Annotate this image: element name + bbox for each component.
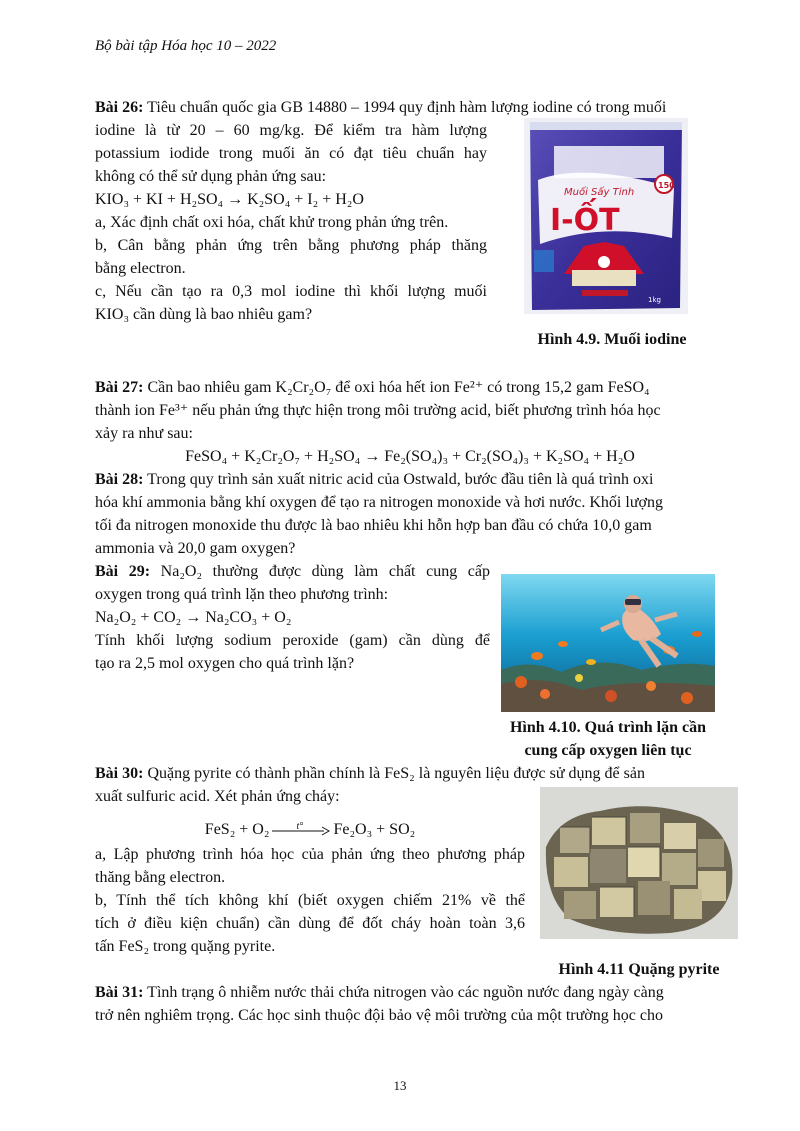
- bai30-question-b-3: tấn FeS₂ trong quặng pyrite.: [95, 938, 276, 955]
- bai28-line-4: ammonia và 20,0 gam oxygen?: [95, 540, 296, 557]
- bag-title: I-ỐT: [550, 203, 620, 238]
- iodine-salt-bag-image: [524, 118, 688, 314]
- figure-4-10-caption-line-1: Hình 4.10. Quá trình lặn cần: [509, 719, 707, 736]
- bai30-question-b-2: tích ở điều kiện chuẩn) cần dùng để đốt cháy hoàn toàn 3,6: [95, 915, 525, 932]
- diving-image: [501, 574, 715, 712]
- bai28-body: [95, 468, 725, 560]
- heat-arrow: [272, 823, 330, 837]
- bai30-label: Bài 30:: [95, 765, 144, 782]
- bai26-question-c-2: KIO₃ cần dùng là bao nhiêu gam?: [95, 306, 313, 323]
- bai26-equation: KIO₃ + KI + H₂SO₄ → K₂SO₄ + I₂ + H₂O: [95, 191, 364, 208]
- bai26-label: Bài 26:: [95, 99, 144, 116]
- bai30-line-1: Quặng pyrite có thành phần chính là FeS₂ là nguyên liệu được sử dụng để sản: [147, 765, 645, 782]
- bai26-question-a: a, Xác định chất oxi hóa, chất khử trong phản ứng trên.: [95, 214, 449, 231]
- page-number: 13: [393, 1078, 407, 1093]
- bai28-line-1: Trong quy trình sản xuất nitric acid của Ostwald, bước đầu tiên là quá trình oxi: [147, 471, 654, 488]
- bai26-body: [95, 119, 487, 326]
- pyrite-image: [540, 787, 738, 939]
- heat-condition: t°: [296, 821, 304, 833]
- bai26-line-3: potassium iodide trong muối ăn có đạt tiêu chuẩn hay: [95, 145, 487, 162]
- bai30-question-a-2: thăng bằng electron.: [95, 869, 226, 886]
- bai27-line-3: xảy ra như sau:: [95, 425, 193, 442]
- bai28-label: Bài 28:: [95, 471, 144, 488]
- bai26-line-1: Tiêu chuẩn quốc gia GB 14880 – 1994 quy định hàm lượng iodine có trong muối: [147, 99, 667, 116]
- figure-4-10-caption: [490, 716, 726, 762]
- bai29-line-3: Tính khối lượng sodium peroxide (gam) cần dùng để: [95, 632, 490, 649]
- bag-brand: Muối Sấy Tinh: [564, 187, 635, 198]
- bai30-eq-right: Fe₂O₃ + SO₂: [333, 821, 416, 838]
- bai26-question-b-2: bằng electron.: [95, 260, 186, 277]
- bai28-line-2: hóa khí ammonia bằng khí oxygen để tạo ra nitrogen monoxide và hơi nước. Khối lượng: [95, 494, 663, 511]
- bai26-question-c-1: c, Nếu cần tạo ra 0,3 mol iodine thì khối lượng muối: [95, 283, 487, 300]
- bai27-body: [95, 376, 725, 468]
- bai29-equation: Na₂O₂ + CO₂ → Na₂CO₃ + O₂: [95, 609, 292, 626]
- figure-4-11-caption: Hình 4.11 Quặng pyrite: [558, 961, 720, 978]
- bai29-line-2: oxygen trong quá trình lặn theo phương trình:: [95, 586, 389, 603]
- bai27-line-1: Cần bao nhiêu gam K₂Cr₂O₇ để oxi hóa hết ion Fe²⁺ có trong 15,2 gam FeSO₄: [147, 379, 650, 396]
- bai31-line-2: trở nên nghiêm trọng. Các học sinh thuộc đội bảo vệ môi trường của một trường học cho: [95, 1007, 663, 1024]
- bai31-line-1: Tình trạng ô nhiễm nước thải chứa nitrogen vào các nguồn nước đang ngày càng: [147, 984, 664, 1001]
- bai30-line-2: xuất sulfuric acid. Xét phản ứng cháy:: [95, 788, 340, 805]
- bai30-question-a-1: a, Lập phương trình hóa học của phản ứng theo phương pháp: [95, 846, 525, 863]
- figure-4-9-caption: Hình 4.9. Muối iodine: [537, 331, 687, 348]
- bai29-body: [95, 560, 490, 675]
- bai30-eq-left: FeS₂ + O₂: [204, 821, 270, 838]
- bai30-equation: [95, 818, 525, 841]
- bai26-question-b-1: b, Cân bằng phản ứng trên bằng phương pháp thăng: [95, 237, 487, 254]
- bai30-questions: [95, 843, 525, 958]
- bai27-equation: FeSO₄ + K₂Cr₂O₇ + H₂SO₄ → Fe₂(SO₄)₃ + Cr₂(SO₄)₃ + K₂SO₄ + H₂O: [185, 448, 635, 465]
- page-header: Bộ bài tập Hóa học 10 – 2022: [95, 38, 277, 54]
- bai29-label: Bài 29:: [95, 563, 151, 580]
- bai29-line-4: tạo ra 2,5 mol oxygen cho quá trình lặn?: [95, 655, 355, 672]
- bag-weight: 1kg: [648, 296, 661, 304]
- bai27-line-2: thành ion Fe³⁺ nếu phản ứng thực hiện trong môi trường acid, biết phương trình hóa học: [95, 402, 661, 419]
- figure-4-10-caption-line-2: cung cấp oxygen liên tục: [524, 742, 692, 759]
- bai28-line-3: tối đa nitrogen monoxide thu được là bao nhiêu khi hỗn hợp ban đầu có chứa 10,0 gam: [95, 517, 652, 534]
- bai26-line-2: iodine là từ 20 – 60 mg/kg. Để kiểm tra hàm lượng: [95, 122, 487, 139]
- bai31-body: [95, 981, 725, 1027]
- bai27-label: Bài 27:: [95, 379, 144, 396]
- bai30-question-b-1: b, Tính thể tích không khí (biết oxygen chiếm 21% về thể: [95, 892, 525, 909]
- bag-badge: 150: [658, 181, 675, 190]
- bai31-label: Bài 31:: [95, 984, 144, 1001]
- bai29-line-1: Na₂O₂ thường được dùng làm chất cung cấp: [160, 563, 491, 580]
- bai26-first-line: [95, 96, 725, 119]
- bai26-line-4: không có thể sử dụng phản ứng sau:: [95, 168, 327, 185]
